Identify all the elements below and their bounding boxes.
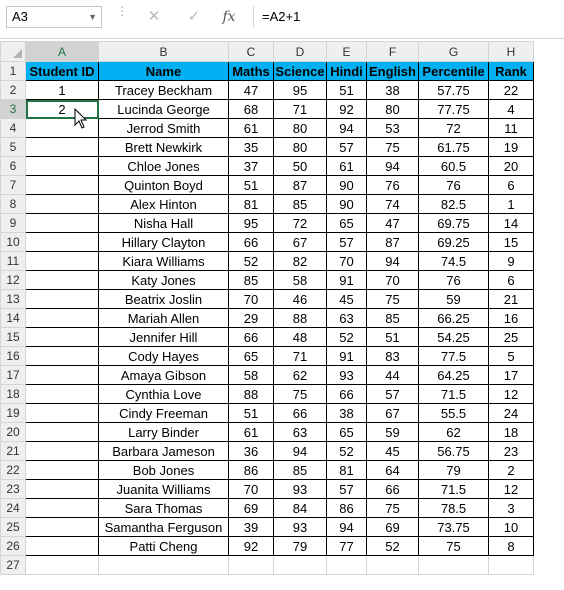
table-cell[interactable]: 76	[419, 176, 489, 195]
table-cell[interactable]: Amaya Gibson	[99, 366, 229, 385]
table-cell[interactable]: Barbara Jameson	[99, 442, 229, 461]
table-cell[interactable]: 78.5	[419, 499, 489, 518]
row-header[interactable]: 2	[1, 81, 26, 100]
table-cell[interactable]: 94	[367, 252, 419, 271]
table-cell[interactable]: Quinton Boyd	[99, 176, 229, 195]
table-cell[interactable]: 88	[274, 309, 327, 328]
table-cell[interactable]: Tracey Beckham	[99, 81, 229, 100]
table-cell[interactable]: 69	[229, 499, 274, 518]
header-cell[interactable]: Hindi	[327, 62, 367, 81]
row-header[interactable]: 10	[1, 233, 26, 252]
table-cell[interactable]: 85	[367, 309, 419, 328]
table-cell[interactable]	[26, 404, 99, 423]
table-cell[interactable]: 91	[327, 271, 367, 290]
table-cell[interactable]: 93	[274, 480, 327, 499]
header-cell[interactable]: Maths	[229, 62, 274, 81]
table-cell[interactable]: 51	[229, 176, 274, 195]
table-cell[interactable]: 57	[327, 480, 367, 499]
row-header[interactable]: 19	[1, 404, 26, 423]
table-cell[interactable]: 69.25	[419, 233, 489, 252]
table-cell[interactable]: Beatrix Joslin	[99, 290, 229, 309]
row-header[interactable]: 7	[1, 176, 26, 195]
header-cell[interactable]: Name	[99, 62, 229, 81]
table-cell[interactable]: Jerrod Smith	[99, 119, 229, 138]
table-cell[interactable]: 74	[367, 195, 419, 214]
mouse-pointer-icon	[74, 108, 88, 130]
table-cell[interactable]	[26, 442, 99, 461]
table-cell[interactable]: Nisha Hall	[99, 214, 229, 233]
table-cell[interactable]: 14	[489, 214, 534, 233]
table-cell[interactable]: 58	[229, 366, 274, 385]
row-header[interactable]: 6	[1, 157, 26, 176]
table-cell[interactable]: 64.25	[419, 366, 489, 385]
table-cell[interactable]: 75	[419, 537, 489, 556]
table-cell[interactable]: 58	[274, 271, 327, 290]
column-header-c[interactable]: C	[229, 42, 274, 62]
row-header[interactable]: 3	[1, 100, 26, 119]
sheet-body	[1, 62, 534, 575]
formula-bar	[0, 0, 564, 39]
table-cell[interactable]: 69.75	[419, 214, 489, 233]
table-cell[interactable]	[26, 328, 99, 347]
enter-icon[interactable]: ✓	[187, 8, 201, 25]
table-row	[1, 176, 534, 195]
table-row	[1, 309, 534, 328]
table-cell[interactable]: 65	[327, 214, 367, 233]
table-cell[interactable]: 60.5	[419, 157, 489, 176]
row-header[interactable]: 24	[1, 499, 26, 518]
table-cell[interactable]: 86	[327, 499, 367, 518]
table-cell[interactable]: 65	[327, 423, 367, 442]
insert-function-icon[interactable]: fx	[222, 9, 236, 25]
table-cell[interactable]: 72	[419, 119, 489, 138]
table-cell[interactable]: 47	[229, 81, 274, 100]
table-cell[interactable]: 85	[229, 271, 274, 290]
table-cell[interactable]: 82	[274, 252, 327, 271]
table-cell[interactable]	[489, 556, 534, 575]
row-header[interactable]: 23	[1, 480, 26, 499]
table-cell[interactable]: 85	[274, 195, 327, 214]
table-cell[interactable]: 17	[489, 366, 534, 385]
table-cell[interactable]: 92	[229, 537, 274, 556]
table-cell[interactable]: Hillary Clayton	[99, 233, 229, 252]
table-cell[interactable]: 44	[367, 366, 419, 385]
table-row	[1, 423, 534, 442]
table-cell[interactable]	[99, 556, 229, 575]
table-cell[interactable]: 79	[419, 461, 489, 480]
table-cell[interactable]: 77.75	[419, 100, 489, 119]
column-header-b[interactable]: B	[99, 42, 229, 62]
select-all-icon	[13, 49, 22, 58]
table-cell[interactable]: 24	[489, 404, 534, 423]
table-cell[interactable]: 67	[367, 404, 419, 423]
row-header[interactable]: 26	[1, 537, 26, 556]
table-cell[interactable]: 52	[229, 252, 274, 271]
table-cell[interactable]: 87	[274, 176, 327, 195]
table-cell[interactable]: 90	[327, 195, 367, 214]
row-header[interactable]: 9	[1, 214, 26, 233]
table-row	[1, 461, 534, 480]
table-cell[interactable]: Jennifer Hill	[99, 328, 229, 347]
table-cell[interactable]: 38	[367, 81, 419, 100]
table-cell[interactable]: 56.75	[419, 442, 489, 461]
row-header[interactable]: 18	[1, 385, 26, 404]
column-header-row	[1, 42, 534, 62]
table-cell[interactable]: 75	[367, 138, 419, 157]
table-cell[interactable]: 8	[489, 537, 534, 556]
table-cell[interactable]: 3	[489, 499, 534, 518]
table-cell[interactable]: 51	[229, 404, 274, 423]
table-cell[interactable]: 2	[26, 100, 99, 119]
table-cell[interactable]: 94	[274, 442, 327, 461]
table-row	[1, 271, 534, 290]
column-header-a[interactable]: A	[26, 42, 99, 62]
table-cell[interactable]	[26, 195, 99, 214]
table-cell[interactable]: 18	[489, 423, 534, 442]
table-cell[interactable]: Cindy Freeman	[99, 404, 229, 423]
table-cell[interactable]: 94	[367, 157, 419, 176]
table-row	[1, 81, 534, 100]
row-header[interactable]: 27	[1, 556, 26, 575]
table-cell[interactable]: 25	[489, 328, 534, 347]
table-cell[interactable]: 70	[229, 290, 274, 309]
table-cell[interactable]: 36	[229, 442, 274, 461]
table-cell[interactable]: Brett Newkirk	[99, 138, 229, 157]
table-cell[interactable]: 94	[327, 518, 367, 537]
table-cell[interactable]: 65	[229, 347, 274, 366]
table-cell[interactable]: 21	[489, 290, 534, 309]
table-cell[interactable]: 63	[327, 309, 367, 328]
table-cell[interactable]: 2	[489, 461, 534, 480]
table-row	[1, 366, 534, 385]
table-cell[interactable]: 12	[489, 385, 534, 404]
table-cell[interactable]: Katy Jones	[99, 271, 229, 290]
table-row	[1, 328, 534, 347]
table-cell[interactable]: 61	[229, 119, 274, 138]
table-cell[interactable]: 46	[274, 290, 327, 309]
table-cell[interactable]: 11	[489, 119, 534, 138]
table-cell[interactable]: 84	[274, 499, 327, 518]
header-cell[interactable]: Percentile	[419, 62, 489, 81]
table-cell[interactable]	[26, 138, 99, 157]
table-cell[interactable]: 9	[489, 252, 534, 271]
table-cell[interactable]: 61	[229, 423, 274, 442]
table-cell[interactable]: 20	[489, 157, 534, 176]
row-header[interactable]: 16	[1, 347, 26, 366]
header-cell[interactable]: Student ID	[26, 62, 99, 81]
table-cell[interactable]: 76	[367, 176, 419, 195]
row-header[interactable]: 12	[1, 271, 26, 290]
table-cell[interactable]: 66.25	[419, 309, 489, 328]
table-cell[interactable]: 85	[274, 461, 327, 480]
table-row	[1, 442, 534, 461]
table-cell[interactable]	[26, 157, 99, 176]
column-header-f[interactable]: F	[367, 42, 419, 62]
table-cell[interactable]: 62	[419, 423, 489, 442]
table-cell[interactable]: 69	[367, 518, 419, 537]
table-cell[interactable]	[26, 290, 99, 309]
table-cell[interactable]: 6	[489, 271, 534, 290]
table-row	[1, 556, 534, 575]
table-cell[interactable]: Mariah Allen	[99, 309, 229, 328]
table-cell[interactable]: Bob Jones	[99, 461, 229, 480]
table-cell[interactable]: Juanita Williams	[99, 480, 229, 499]
row-header[interactable]: 22	[1, 461, 26, 480]
table-cell[interactable]: 73.75	[419, 518, 489, 537]
table-cell[interactable]	[274, 556, 327, 575]
table-cell[interactable]: 77	[327, 537, 367, 556]
row-header[interactable]: 20	[1, 423, 26, 442]
table-cell[interactable]: 10	[489, 518, 534, 537]
table-cell[interactable]	[419, 556, 489, 575]
row-header[interactable]: 8	[1, 195, 26, 214]
table-cell[interactable]: Cody Hayes	[99, 347, 229, 366]
table-cell[interactable]	[229, 556, 274, 575]
table-cell[interactable]: 95	[229, 214, 274, 233]
table-row	[1, 347, 534, 366]
table-cell[interactable]: 5	[489, 347, 534, 366]
table-cell[interactable]	[26, 252, 99, 271]
table-cell[interactable]	[26, 499, 99, 518]
table-row	[1, 138, 534, 157]
row-header[interactable]: 15	[1, 328, 26, 347]
table-row	[1, 518, 534, 537]
table-cell[interactable]: 67	[274, 233, 327, 252]
table-cell[interactable]: Lucinda George	[99, 100, 229, 119]
table-cell[interactable]: 71	[274, 100, 327, 119]
table-cell[interactable]	[367, 556, 419, 575]
header-cell[interactable]: Science	[275, 63, 325, 79]
table-cell[interactable]	[26, 385, 99, 404]
table-cell[interactable]	[26, 556, 99, 575]
table-cell[interactable]: 88	[229, 385, 274, 404]
table-cell[interactable]	[26, 366, 99, 385]
table-cell[interactable]: 61.75	[419, 138, 489, 157]
row-header[interactable]: 4	[1, 119, 26, 138]
table-cell[interactable]: 59	[367, 423, 419, 442]
table-cell[interactable]: 80	[367, 100, 419, 119]
table-cell[interactable]: 71.5	[419, 480, 489, 499]
table-row	[1, 404, 534, 423]
table-cell[interactable]: 22	[489, 81, 534, 100]
table-cell[interactable]: Cynthia Love	[99, 385, 229, 404]
table-cell[interactable]	[26, 214, 99, 233]
table-row	[1, 290, 534, 309]
table-cell[interactable]: 50	[274, 157, 327, 176]
table-cell[interactable]: Chloe Jones	[99, 157, 229, 176]
table-cell[interactable]: 82.5	[419, 195, 489, 214]
table-cell[interactable]: 51	[367, 328, 419, 347]
table-cell[interactable]: Samantha Ferguson	[99, 518, 229, 537]
table-cell[interactable]: 66	[229, 233, 274, 252]
table-cell[interactable]: 38	[327, 404, 367, 423]
table-cell[interactable]: 39	[229, 518, 274, 537]
table-cell[interactable]	[26, 537, 99, 556]
table-cell[interactable]: 71.5	[419, 385, 489, 404]
table-header-row	[1, 62, 534, 81]
table-cell[interactable]: 95	[274, 81, 327, 100]
table-cell[interactable]: 29	[229, 309, 274, 328]
table-cell[interactable]: 52	[327, 442, 367, 461]
table-cell[interactable]: 70	[367, 271, 419, 290]
table-cell[interactable]: 79	[274, 537, 327, 556]
name-box-value: A3	[12, 9, 28, 24]
table-cell[interactable]: 66	[274, 404, 327, 423]
table-cell[interactable]: 91	[327, 347, 367, 366]
table-cell[interactable]: 83	[367, 347, 419, 366]
table-cell[interactable]: 48	[274, 328, 327, 347]
table-cell[interactable]: 71	[274, 347, 327, 366]
row-header[interactable]: 11	[1, 252, 26, 271]
table-cell[interactable]: 70	[229, 480, 274, 499]
table-cell[interactable]: 55.5	[419, 404, 489, 423]
table-cell[interactable]: 57	[327, 138, 367, 157]
table-cell[interactable]: 45	[367, 442, 419, 461]
table-cell[interactable]: 51	[327, 81, 367, 100]
table-row	[1, 157, 534, 176]
table-cell[interactable]: 47	[367, 214, 419, 233]
table-cell[interactable]: 19	[489, 138, 534, 157]
table-row	[1, 480, 534, 499]
table-cell[interactable]: 16	[489, 309, 534, 328]
table-cell[interactable]	[26, 271, 99, 290]
table-cell[interactable]: 80	[274, 138, 327, 157]
formula-input[interactable]: =A2+1	[253, 6, 564, 28]
table-cell[interactable]: 4	[489, 100, 534, 119]
table-cell[interactable]: 87	[367, 233, 419, 252]
table-cell[interactable]: 12	[489, 480, 534, 499]
table-cell[interactable]: 35	[229, 138, 274, 157]
table-cell[interactable]: 57	[327, 233, 367, 252]
table-cell[interactable]: 80	[274, 119, 327, 138]
table-cell[interactable]	[26, 518, 99, 537]
table-cell[interactable]: 52	[367, 537, 419, 556]
table-cell[interactable]	[26, 309, 99, 328]
table-cell[interactable]: 45	[327, 290, 367, 309]
row-header[interactable]: 17	[1, 366, 26, 385]
table-cell[interactable]: 57	[367, 385, 419, 404]
table-cell[interactable]: 70	[327, 252, 367, 271]
table-cell[interactable]	[26, 423, 99, 442]
table-cell[interactable]: 81	[327, 461, 367, 480]
table-cell[interactable]	[327, 556, 367, 575]
table-cell[interactable]: 37	[229, 157, 274, 176]
table-cell[interactable]: 54.25	[419, 328, 489, 347]
table-cell[interactable]: 1	[489, 195, 534, 214]
table-cell[interactable]: 77.5	[419, 347, 489, 366]
table-cell[interactable]: Sara Thomas	[99, 499, 229, 518]
table-cell[interactable]: 64	[367, 461, 419, 480]
table-cell[interactable]: 75	[367, 290, 419, 309]
table-cell[interactable]: 53	[367, 119, 419, 138]
table-cell[interactable]: 94	[327, 119, 367, 138]
name-box[interactable]	[6, 6, 102, 28]
table-row	[1, 537, 534, 556]
row-header[interactable]: 1	[1, 62, 26, 81]
table-cell[interactable]: 61	[327, 157, 367, 176]
select-all-button[interactable]	[1, 42, 26, 62]
table-row	[1, 195, 534, 214]
table-cell[interactable]: 74.5	[419, 252, 489, 271]
table-cell[interactable]: 52	[327, 328, 367, 347]
table-row	[1, 385, 534, 404]
table-cell[interactable]: 75	[274, 385, 327, 404]
header-cell[interactable]: English	[367, 62, 419, 81]
table-cell[interactable]: Kiara Williams	[99, 252, 229, 271]
table-cell[interactable]	[26, 347, 99, 366]
table-row	[1, 214, 534, 233]
table-cell[interactable]	[26, 176, 99, 195]
row-header[interactable]: 5	[1, 138, 26, 157]
row-header[interactable]: 25	[1, 518, 26, 537]
table-cell[interactable]: Patti Cheng	[99, 537, 229, 556]
table-cell[interactable]: 57.75	[419, 81, 489, 100]
table-cell[interactable]: 6	[489, 176, 534, 195]
table-cell[interactable]	[26, 461, 99, 480]
table-cell[interactable]: Larry Binder	[99, 423, 229, 442]
table-cell[interactable]: 92	[327, 100, 367, 119]
chevron-down-icon[interactable]: ▼	[88, 12, 97, 22]
table-row	[1, 252, 534, 271]
column-header-h[interactable]: H	[489, 42, 534, 62]
drag-handle-icon[interactable]: ⋮	[116, 4, 128, 18]
table-cell[interactable]: 59	[419, 290, 489, 309]
table-cell[interactable]: 72	[274, 214, 327, 233]
table-cell[interactable]: 66	[367, 480, 419, 499]
table-cell[interactable]: 86	[229, 461, 274, 480]
row-header[interactable]: 21	[1, 442, 26, 461]
table-cell[interactable]	[26, 480, 99, 499]
table-cell[interactable]: 1	[26, 81, 99, 100]
table-row	[1, 499, 534, 518]
row-header[interactable]: 14	[1, 309, 26, 328]
table-row	[1, 233, 534, 252]
table-cell[interactable]: Alex Hinton	[99, 195, 229, 214]
table-cell[interactable]: 62	[274, 366, 327, 385]
table-cell[interactable]: 68	[229, 100, 274, 119]
table-cell[interactable]	[26, 233, 99, 252]
row-header[interactable]: 13	[1, 290, 26, 309]
table-cell[interactable]: 66	[229, 328, 274, 347]
table-cell[interactable]: 93	[274, 518, 327, 537]
table-cell[interactable]: 76	[419, 271, 489, 290]
cancel-icon[interactable]: ✕	[147, 8, 161, 25]
column-header-e[interactable]: E	[327, 42, 367, 62]
table-cell[interactable]: 15	[489, 233, 534, 252]
column-header-g[interactable]: G	[419, 42, 489, 62]
table-cell[interactable]: 23	[489, 442, 534, 461]
table-cell[interactable]: 66	[327, 385, 367, 404]
table-cell[interactable]: 63	[274, 423, 327, 442]
table-cell[interactable]: 81	[229, 195, 274, 214]
table-cell[interactable]: 93	[327, 366, 367, 385]
table-cell[interactable]: 75	[367, 499, 419, 518]
table-cell[interactable]: 90	[327, 176, 367, 195]
header-cell[interactable]: Rank	[489, 62, 534, 81]
column-header-d[interactable]: D	[274, 42, 327, 62]
